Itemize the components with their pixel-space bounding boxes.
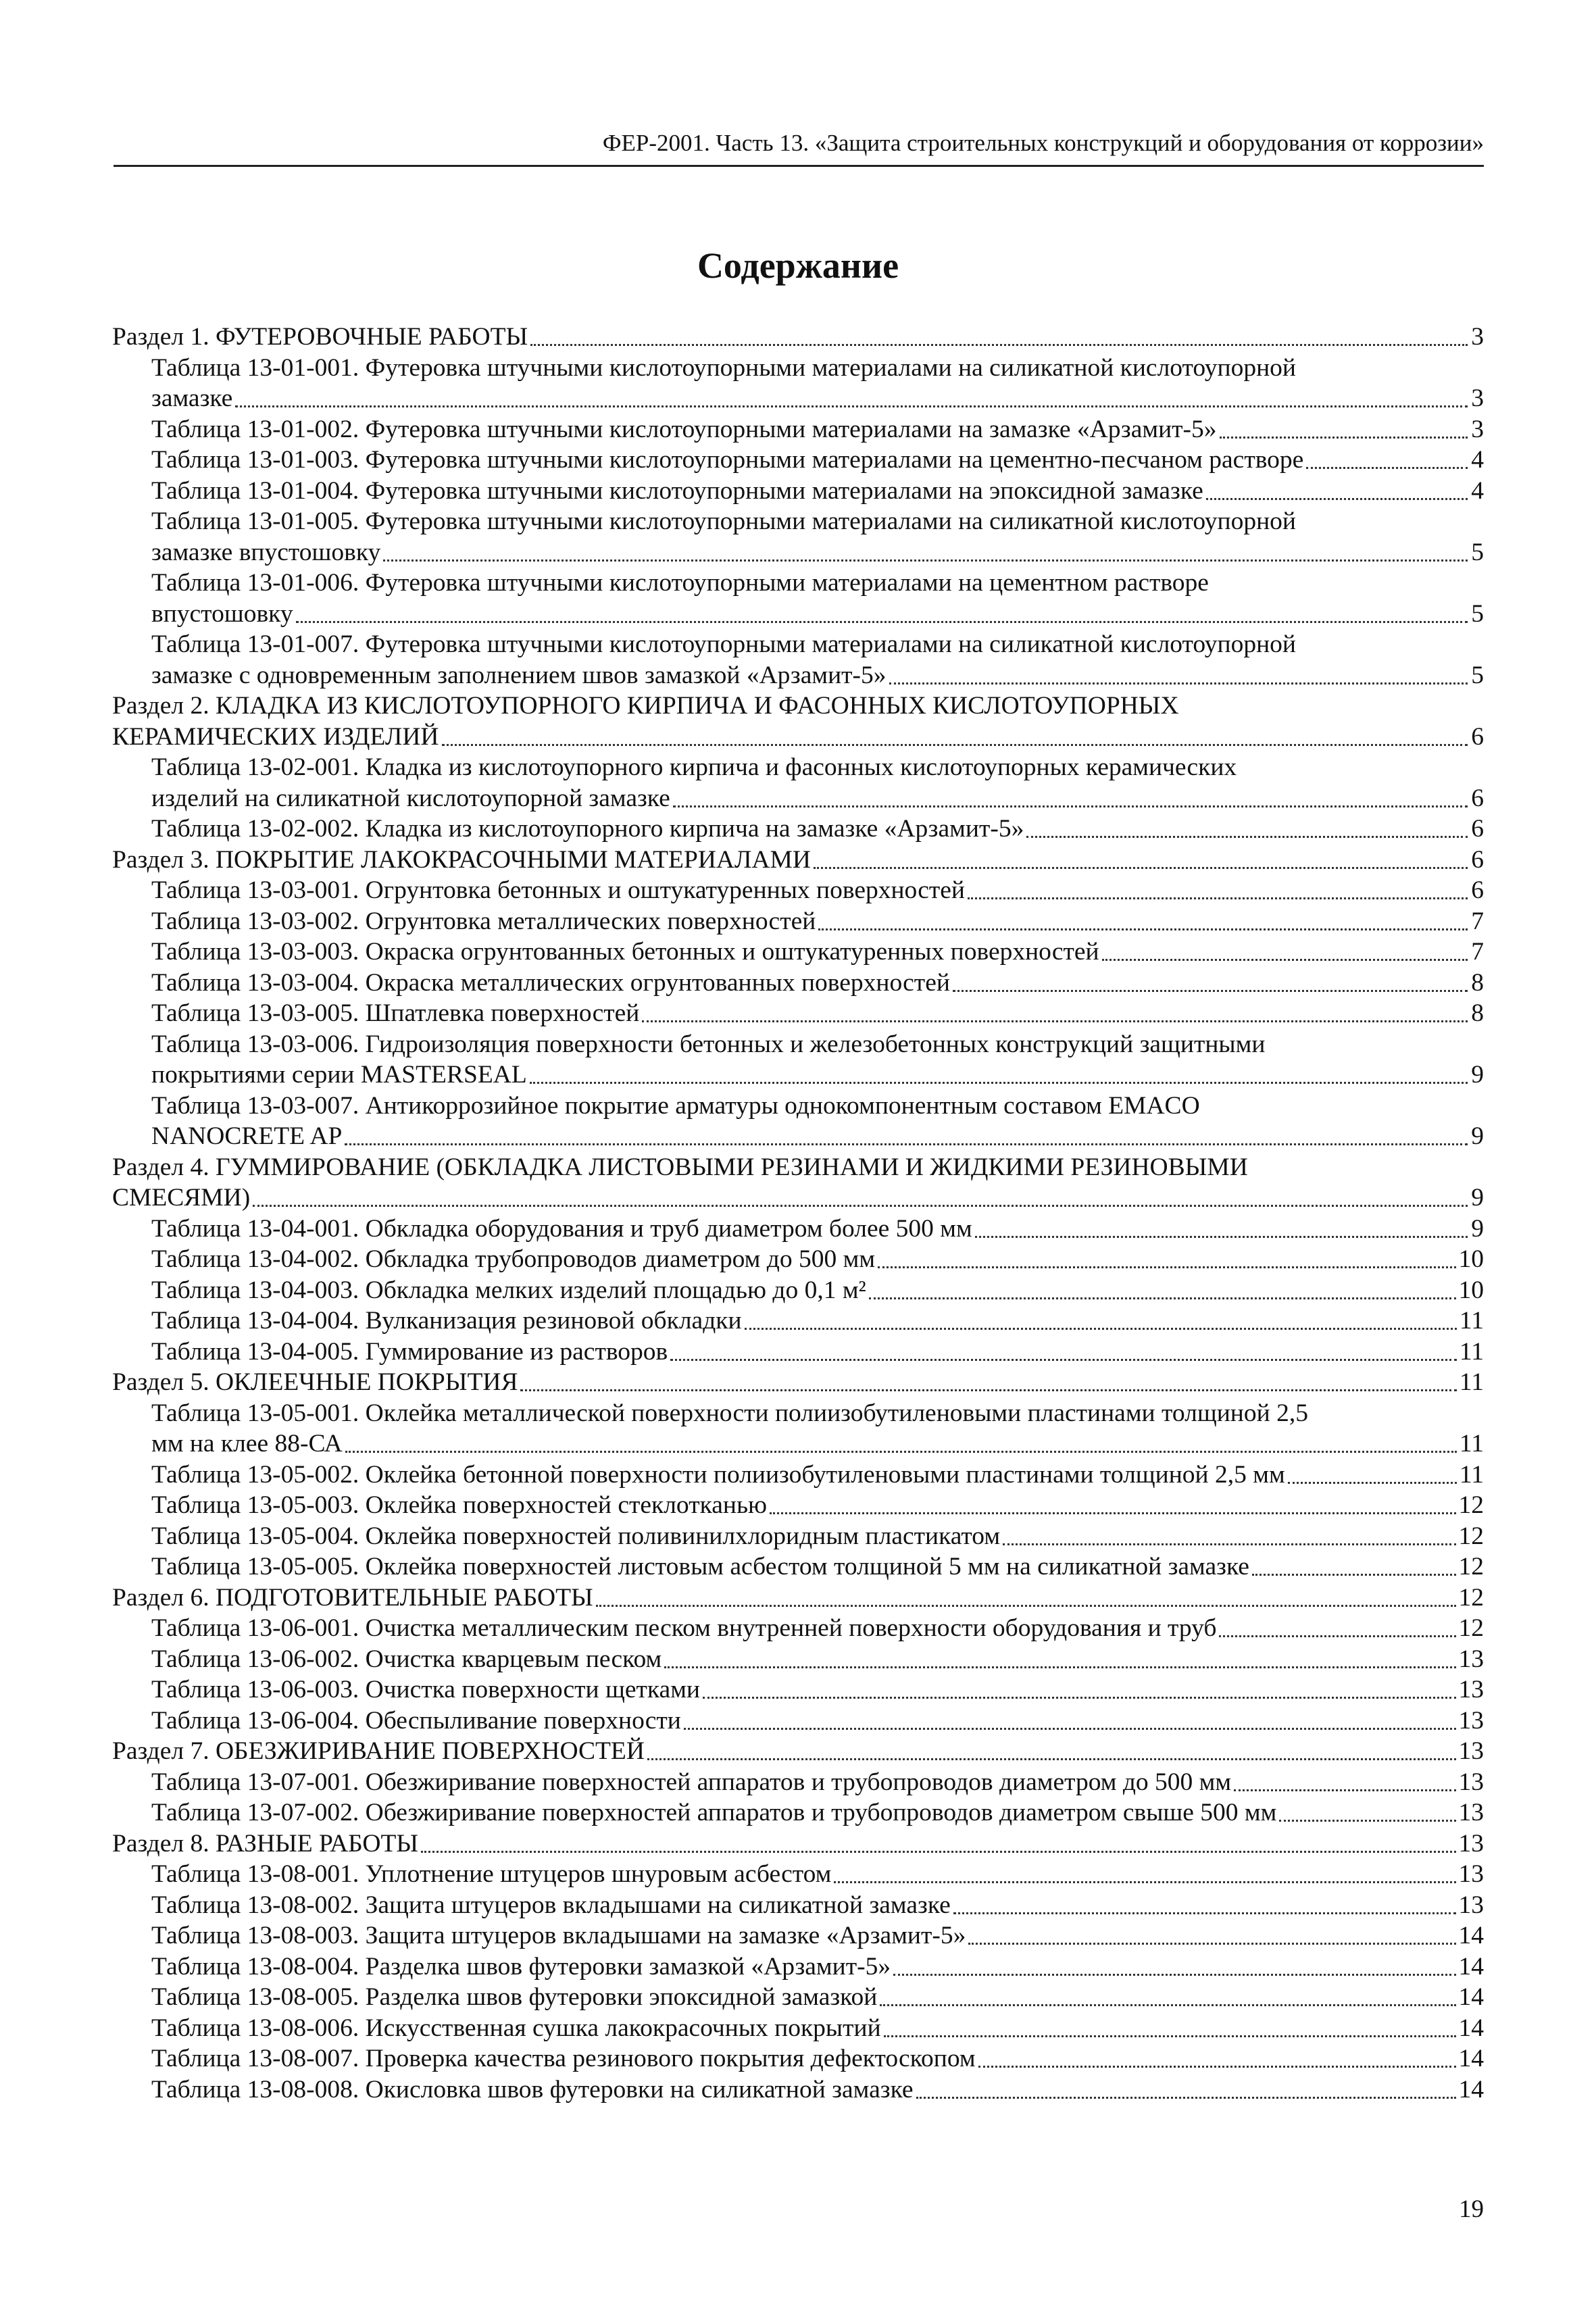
toc-line — [112, 1121, 1484, 1152]
dot-leader — [878, 1266, 1455, 1268]
toc-line — [112, 1183, 1484, 1214]
toc-line — [112, 2074, 1484, 2106]
toc-table-entry — [112, 476, 1484, 507]
dot-leader — [345, 1451, 1457, 1453]
toc-entry-text: Раздел 4. ГУММИРОВАНИЕ (ОБКЛАДКА ЛИСТОВЫМИ РЕЗИНАМИ И ЖИДКИМИ РЕЗИНОВЫМИ — [112, 1153, 1248, 1181]
toc-page-number: 14 — [1458, 1922, 1484, 1949]
toc-line — [112, 506, 1484, 537]
toc-line — [112, 752, 1484, 783]
toc-line — [112, 906, 1484, 937]
toc-line — [112, 1152, 1484, 1183]
toc-line — [112, 937, 1484, 968]
toc-line — [112, 2013, 1484, 2044]
toc-entry-text: Таблица 13-04-005. Гуммирование из растворов — [151, 1337, 668, 1366]
toc-entry-text: Таблица 13-06-002. Очистка кварцевым песком — [151, 1645, 662, 1673]
dot-leader — [893, 1974, 1455, 1976]
dot-leader — [253, 1205, 1468, 1207]
toc-line — [112, 1951, 1484, 1983]
dot-leader — [647, 1758, 1456, 1760]
dot-leader — [296, 621, 1468, 623]
toc-line — [112, 445, 1484, 476]
dot-leader — [745, 1328, 1457, 1330]
toc-table-entry — [112, 1797, 1484, 1828]
toc-table-entry — [112, 1460, 1484, 1491]
toc-table-entry — [112, 998, 1484, 1029]
toc-table-entry — [112, 752, 1484, 814]
toc-entry-text: Таблица 13-01-007. Футеровка штучными кислотоупорными материалами на силикатной кислотоупорной — [151, 630, 1296, 658]
toc-entry-text: КЕРАМИЧЕСКИХ ИЗДЕЛИЙ — [112, 722, 439, 751]
dot-leader — [1206, 498, 1468, 500]
toc-table-entry — [112, 1305, 1484, 1337]
toc-line — [112, 691, 1484, 722]
toc-table-entry — [112, 445, 1484, 476]
toc-page-number: 13 — [1458, 1829, 1484, 1858]
header-rule — [114, 165, 1484, 167]
toc-entry-text: замазке — [151, 384, 233, 412]
toc-line — [112, 1551, 1484, 1583]
dot-leader — [670, 1359, 1457, 1361]
toc-page-number: 6 — [1471, 845, 1484, 874]
dot-leader — [235, 405, 1468, 407]
dot-leader — [869, 1297, 1456, 1299]
dot-leader — [770, 1512, 1455, 1514]
toc-page-number: 13 — [1458, 1645, 1484, 1673]
toc-entry-text: Таблица 13-03-007. Антикоррозийное покрытие арматуры однокомпонентным составом EMACO — [151, 1091, 1200, 1120]
toc-page-number: 11 — [1459, 1430, 1484, 1458]
dot-leader — [978, 2066, 1456, 2068]
dot-leader — [953, 990, 1468, 992]
toc-entry-text: Таблица 13-04-003. Обкладка мелких изделий площадью до 0,1 м² — [151, 1276, 866, 1304]
toc-section-entry — [112, 1736, 1484, 1767]
toc-entry-text: Таблица 13-05-004. Оклейка поверхностей поливинилхлоридным пластикатом — [151, 1522, 1001, 1550]
toc-entry-text: Таблица 13-06-003. Очистка поверхности щетками — [151, 1676, 700, 1703]
toc-line — [112, 968, 1484, 999]
toc-line — [112, 1460, 1484, 1491]
toc-line — [112, 1398, 1484, 1429]
toc-line — [112, 383, 1484, 414]
toc-page-number: 6 — [1471, 722, 1484, 751]
toc-table-entry — [112, 1859, 1484, 1890]
toc-line — [112, 998, 1484, 1029]
dot-leader — [596, 1605, 1456, 1607]
toc-table-entry — [112, 1244, 1484, 1275]
toc-page-number: 4 — [1471, 476, 1484, 505]
toc-line — [112, 1674, 1484, 1706]
dot-leader — [383, 559, 1468, 562]
toc-entry-text: Раздел 2. КЛАДКА ИЗ КИСЛОТОУПОРНОГО КИРПИЧА И ФАСОННЫХ КИСЛОТОУПОРНЫХ — [112, 692, 1179, 720]
toc-page-number: 13 — [1458, 1891, 1484, 1919]
toc-entry-text: Раздел 1. ФУТЕРОВОЧНЫЕ РАБОТЫ — [112, 323, 528, 351]
toc-line — [112, 1859, 1484, 1890]
toc-entry-text: СМЕСЯМИ) — [112, 1184, 251, 1212]
dot-leader — [1003, 1543, 1455, 1545]
toc-table-entry — [112, 1613, 1484, 1644]
toc-page-number: 14 — [1458, 2014, 1484, 2042]
toc-table-entry — [112, 414, 1484, 445]
toc-entry-text: Таблица 13-07-002. Обезжиривание поверхностей аппаратов и трубопроводов диаметром свыше 500 мм — [151, 1799, 1277, 1826]
toc-line — [112, 1521, 1484, 1552]
dot-leader — [1220, 437, 1468, 439]
toc-entry-text: Таблица 13-05-001. Оклейка металлической поверхности полиизобутиленовыми пластинами толщиной 2,5 — [151, 1399, 1308, 1427]
toc-line — [112, 1214, 1484, 1245]
dot-leader — [1288, 1482, 1457, 1484]
toc-entry-text: Таблица 13-06-004. Обеспыливание поверхности — [151, 1706, 681, 1735]
toc-table-entry — [112, 2013, 1484, 2044]
dot-leader — [664, 1666, 1455, 1668]
toc-entry-text: Таблица 13-08-002. Защита штуцеров вкладышами на силикатной замазке — [151, 1891, 951, 1919]
toc-table-entry — [112, 1982, 1484, 2013]
dot-leader — [703, 1697, 1456, 1699]
toc-line — [112, 1644, 1484, 1675]
dot-leader — [1102, 959, 1468, 961]
toc-entry-text: Таблица 13-03-006. Гидроизоляция поверхности бетонных и железобетонных конструкций защитными — [151, 1030, 1266, 1058]
toc-page-number: 14 — [1458, 1952, 1484, 1981]
toc-table-entry — [112, 629, 1484, 691]
toc-line — [112, 1920, 1484, 1951]
toc-page-number: 9 — [1471, 1214, 1484, 1243]
toc-line — [112, 814, 1484, 845]
toc-entry-text: Таблица 13-08-008. Окисловка швов футеровки на силикатной замазке — [151, 2075, 914, 2104]
toc-entry-text: Таблица 13-08-006. Искусственная сушка лакокрасочных покрытий — [151, 2014, 881, 2042]
toc-line — [112, 660, 1484, 691]
toc-entry-text: Таблица 13-08-007. Проверка качества резинового покрытия дефектоскопом — [151, 2045, 976, 2072]
dot-leader — [442, 744, 1468, 746]
toc-table-entry — [112, 968, 1484, 999]
toc-entry-text: Таблица 13-07-001. Обезжиривание поверхностей аппаратов и трубопроводов диаметром до 500 мм — [151, 1768, 1232, 1796]
toc-line — [112, 1029, 1484, 1060]
toc-page-number: 12 — [1458, 1614, 1484, 1642]
dot-leader — [880, 2004, 1455, 2006]
toc-table-entry — [112, 1920, 1484, 1951]
toc-table-entry — [112, 1890, 1484, 1921]
toc-entry-text: Таблица 13-03-002. Огрунтовка металлических поверхностей — [151, 907, 816, 935]
page-number: 19 — [1459, 2195, 1484, 2223]
toc-page-number: 3 — [1471, 384, 1484, 412]
toc-table-entry — [112, 1337, 1484, 1368]
dot-leader — [345, 1143, 1468, 1145]
toc-line — [112, 537, 1484, 568]
toc-section-entry — [112, 691, 1484, 752]
toc-page-number: 9 — [1471, 1061, 1484, 1089]
toc-section-entry — [112, 1583, 1484, 1614]
dot-leader — [814, 867, 1468, 869]
toc-line — [112, 1982, 1484, 2013]
toc-entry-text: Таблица 13-01-004. Футеровка штучными кислотоупорными материалами на эпоксидной замазке — [151, 476, 1203, 505]
toc-table-entry — [112, 814, 1484, 845]
toc-line — [112, 1428, 1484, 1460]
dot-leader — [968, 1943, 1455, 1945]
toc-table-entry — [112, 1275, 1484, 1306]
toc-line — [112, 875, 1484, 906]
toc-table-entry — [112, 1490, 1484, 1521]
dot-leader — [421, 1851, 1455, 1853]
toc-line — [112, 568, 1484, 599]
toc-title: Содержание — [697, 245, 899, 286]
dot-leader — [1279, 1820, 1455, 1822]
toc-table-entry — [112, 2074, 1484, 2106]
toc-page-number: 11 — [1459, 1368, 1484, 1396]
toc-line — [112, 1060, 1484, 1091]
toc-page-number: 8 — [1471, 999, 1484, 1027]
toc-section-entry — [112, 845, 1484, 876]
toc-line — [112, 1091, 1484, 1122]
dot-leader — [834, 1881, 1455, 1883]
toc-page-number: 12 — [1458, 1522, 1484, 1550]
toc-page-number: 13 — [1458, 1799, 1484, 1826]
toc-line — [112, 1828, 1484, 1860]
toc-table-entry — [112, 1674, 1484, 1706]
toc-table-entry — [112, 906, 1484, 937]
toc-line — [112, 845, 1484, 876]
toc-table-entry — [112, 1214, 1484, 1245]
toc-line — [112, 1797, 1484, 1828]
table-of-contents — [112, 322, 1484, 2105]
dot-leader — [673, 805, 1468, 807]
toc-page-number: 9 — [1471, 1184, 1484, 1212]
toc-section-entry — [112, 1367, 1484, 1398]
dot-leader — [530, 344, 1468, 346]
toc-line — [112, 2043, 1484, 2074]
toc-page-number: 11 — [1459, 1307, 1484, 1335]
toc-page-number: 5 — [1471, 661, 1484, 689]
dot-leader — [818, 928, 1468, 930]
toc-section-entry — [112, 322, 1484, 353]
toc-line — [112, 1583, 1484, 1614]
toc-entry-text: Раздел 3. ПОКРЫТИЕ ЛАКОКРАСОЧНЫМИ МАТЕРИАЛАМИ — [112, 845, 811, 874]
toc-page-number: 12 — [1458, 1491, 1484, 1519]
dot-leader — [975, 1236, 1468, 1238]
toc-entry-text: замазке впустошовку — [151, 538, 381, 566]
toc-table-entry — [112, 1029, 1484, 1091]
toc-line — [112, 1244, 1484, 1275]
toc-line — [112, 322, 1484, 353]
toc-page-number: 9 — [1471, 1122, 1484, 1150]
toc-page-number: 6 — [1471, 784, 1484, 812]
dot-leader — [1252, 1574, 1456, 1576]
toc-entry-text: Раздел 7. ОБЕЗЖИРИВАНИЕ ПОВЕРХНОСТЕЙ — [112, 1737, 645, 1765]
toc-entry-text: Таблица 13-03-003. Окраска огрунтованных бетонных и оштукатуренных поверхностей — [151, 938, 1099, 966]
dot-leader — [889, 682, 1468, 684]
dot-leader — [1234, 1789, 1455, 1791]
toc-table-entry — [112, 568, 1484, 629]
toc-entry-text: Таблица 13-01-003. Футеровка штучными кислотоупорными материалами на цементно-песчаном растворе — [151, 446, 1304, 474]
toc-entry-text: Раздел 5. ОКЛЕЕЧНЫЕ ПОКРЫТИЯ — [112, 1368, 518, 1396]
dot-leader — [916, 2097, 1456, 2099]
toc-page-number: 6 — [1471, 876, 1484, 904]
toc-table-entry — [112, 875, 1484, 906]
toc-entry-text: Таблица 13-08-003. Защита штуцеров вкладышами на замазке «Арзамит-5» — [151, 1922, 966, 1949]
dot-leader — [530, 1082, 1468, 1084]
toc-line — [112, 1275, 1484, 1306]
toc-table-entry — [112, 1644, 1484, 1675]
toc-entry-text: Таблица 13-02-002. Кладка из кислотоупорного кирпича на замазке «Арзамит-5» — [151, 815, 1024, 843]
toc-line — [112, 1767, 1484, 1798]
toc-entry-text: Таблица 13-04-002. Обкладка трубопроводов диаметром до 500 мм — [151, 1245, 876, 1273]
toc-page-number: 10 — [1458, 1276, 1484, 1304]
toc-line — [112, 353, 1484, 384]
toc-entry-text: Таблица 13-03-001. Огрунтовка бетонных и оштукатуренных поверхностей — [151, 876, 965, 904]
toc-page-number: 13 — [1458, 1676, 1484, 1703]
toc-entry-text: Таблица 13-08-001. Уплотнение штуцеров шнуровым асбестом — [151, 1860, 832, 1888]
toc-page-number: 12 — [1458, 1553, 1484, 1580]
toc-line — [112, 476, 1484, 507]
toc-entry-text: Таблица 13-03-004. Окраска металлических огрунтованных поверхностей — [151, 968, 950, 997]
toc-page-number: 7 — [1471, 907, 1484, 935]
toc-page-number: 14 — [1458, 2045, 1484, 2072]
toc-line — [112, 1490, 1484, 1521]
toc-entry-text: Таблица 13-03-005. Шпатлевка поверхностей — [151, 999, 640, 1027]
toc-entry-text: Таблица 13-08-005. Разделка швов футеровки эпоксидной замазкой — [151, 1983, 878, 2011]
toc-table-entry — [112, 1398, 1484, 1460]
toc-entry-text: замазке с одновременным заполнением швов замазкой «Арзамит-5» — [151, 661, 887, 689]
toc-page-number: 6 — [1471, 815, 1484, 843]
toc-section-entry — [112, 1152, 1484, 1214]
toc-table-entry — [112, 1706, 1484, 1737]
toc-line — [112, 599, 1484, 630]
running-header: ФЕР-2001. Часть 13. «Защита строительных конструкций и оборудования от коррозии» — [602, 130, 1484, 156]
toc-line — [112, 722, 1484, 753]
toc-line — [112, 1305, 1484, 1337]
toc-page-number: 5 — [1471, 538, 1484, 566]
toc-page-number: 13 — [1458, 1737, 1484, 1765]
toc-entry-text: Таблица 13-05-002. Оклейка бетонной поверхности полиизобутиленовыми пластинами толщиной 2,5 мм — [151, 1460, 1285, 1489]
toc-entry-text: NANOCRETE AP — [151, 1122, 343, 1150]
toc-entry-text: Таблица 13-05-005. Оклейка поверхностей листовым асбестом толщиной 5 мм на силикатной замазке — [151, 1553, 1249, 1580]
toc-page-number: 7 — [1471, 938, 1484, 966]
toc-entry-text: Таблица 13-08-004. Разделка швов футеровки замазкой «Арзамит-5» — [151, 1952, 891, 1981]
toc-line — [112, 1706, 1484, 1737]
toc-table-entry — [112, 506, 1484, 568]
toc-page-number: 14 — [1458, 1983, 1484, 2011]
toc-page-number: 5 — [1471, 599, 1484, 628]
toc-entry-text: покрытиями серии MASTERSEAL — [151, 1061, 527, 1089]
toc-page-number: 13 — [1458, 1768, 1484, 1796]
toc-table-entry — [112, 1091, 1484, 1152]
toc-line — [112, 629, 1484, 660]
toc-page-number: 4 — [1471, 446, 1484, 474]
toc-page-number: 14 — [1458, 2075, 1484, 2104]
toc-page-number: 11 — [1459, 1337, 1484, 1366]
dot-leader — [1026, 836, 1468, 838]
toc-line — [112, 783, 1484, 814]
toc-section-entry — [112, 1828, 1484, 1860]
toc-entry-text: Таблица 13-01-006. Футеровка штучными кислотоупорными материалами на цементном растворе — [151, 569, 1209, 597]
toc-table-entry — [112, 2043, 1484, 2074]
toc-entry-text: изделий на силикатной кислотоупорной замазке — [151, 784, 670, 812]
toc-entry-text: Таблица 13-01-005. Футеровка штучными кислотоупорными материалами на силикатной кислотоупорной — [151, 507, 1296, 535]
toc-line — [112, 1367, 1484, 1398]
toc-table-entry — [112, 353, 1484, 414]
toc-page-number: 8 — [1471, 968, 1484, 997]
toc-page-number: 3 — [1471, 415, 1484, 443]
dot-leader — [1306, 467, 1468, 469]
toc-line — [112, 1890, 1484, 1921]
toc-page-number: 13 — [1458, 1860, 1484, 1888]
toc-entry-text: Таблица 13-02-001. Кладка из кислотоупорного кирпича и фасонных кислотоупорных керамических — [151, 753, 1237, 781]
toc-entry-text: Таблица 13-04-001. Обкладка оборудования и труб диаметром более 500 мм — [151, 1214, 972, 1243]
dot-leader — [953, 1912, 1456, 1914]
toc-table-entry — [112, 1951, 1484, 1983]
dot-leader — [884, 2035, 1456, 2037]
toc-line — [112, 1736, 1484, 1767]
toc-entry-text: Таблица 13-05-003. Оклейка поверхностей стеклотканью — [151, 1491, 768, 1519]
toc-table-entry — [112, 1767, 1484, 1798]
toc-line — [112, 414, 1484, 445]
toc-line — [112, 1337, 1484, 1368]
toc-entry-text: Таблица 13-04-004. Вулканизация резиновой обкладки — [151, 1307, 742, 1335]
toc-entry-text: Раздел 8. РАЗНЫЕ РАБОТЫ — [112, 1829, 419, 1858]
toc-entry-text: Таблица 13-06-001. Очистка металлическим песком внутренней поверхности оборудования и труб — [151, 1614, 1217, 1642]
dot-leader — [968, 897, 1468, 899]
toc-line — [112, 1613, 1484, 1644]
toc-page-number: 12 — [1458, 1583, 1484, 1612]
toc-entry-text: впустошовку — [151, 599, 293, 628]
toc-page-number: 13 — [1458, 1706, 1484, 1735]
toc-page-number: 11 — [1459, 1460, 1484, 1489]
dot-leader — [520, 1389, 1456, 1391]
dot-leader — [642, 1020, 1468, 1022]
dot-leader — [684, 1728, 1456, 1730]
toc-table-entry — [112, 937, 1484, 968]
toc-table-entry — [112, 1551, 1484, 1583]
toc-page-number: 3 — [1471, 323, 1484, 351]
toc-entry-text: мм на клее 88-СА — [151, 1430, 343, 1458]
toc-table-entry — [112, 1521, 1484, 1552]
toc-entry-text: Таблица 13-01-001. Футеровка штучными кислотоупорными материалами на силикатной кислотоупорной — [151, 353, 1296, 382]
toc-page-number: 10 — [1458, 1245, 1484, 1273]
toc-entry-text: Таблица 13-01-002. Футеровка штучными кислотоупорными материалами на замазке «Арзамит-5» — [151, 415, 1217, 443]
dot-leader — [1219, 1635, 1455, 1637]
toc-entry-text: Раздел 6. ПОДГОТОВИТЕЛЬНЫЕ РАБОТЫ — [112, 1583, 593, 1612]
